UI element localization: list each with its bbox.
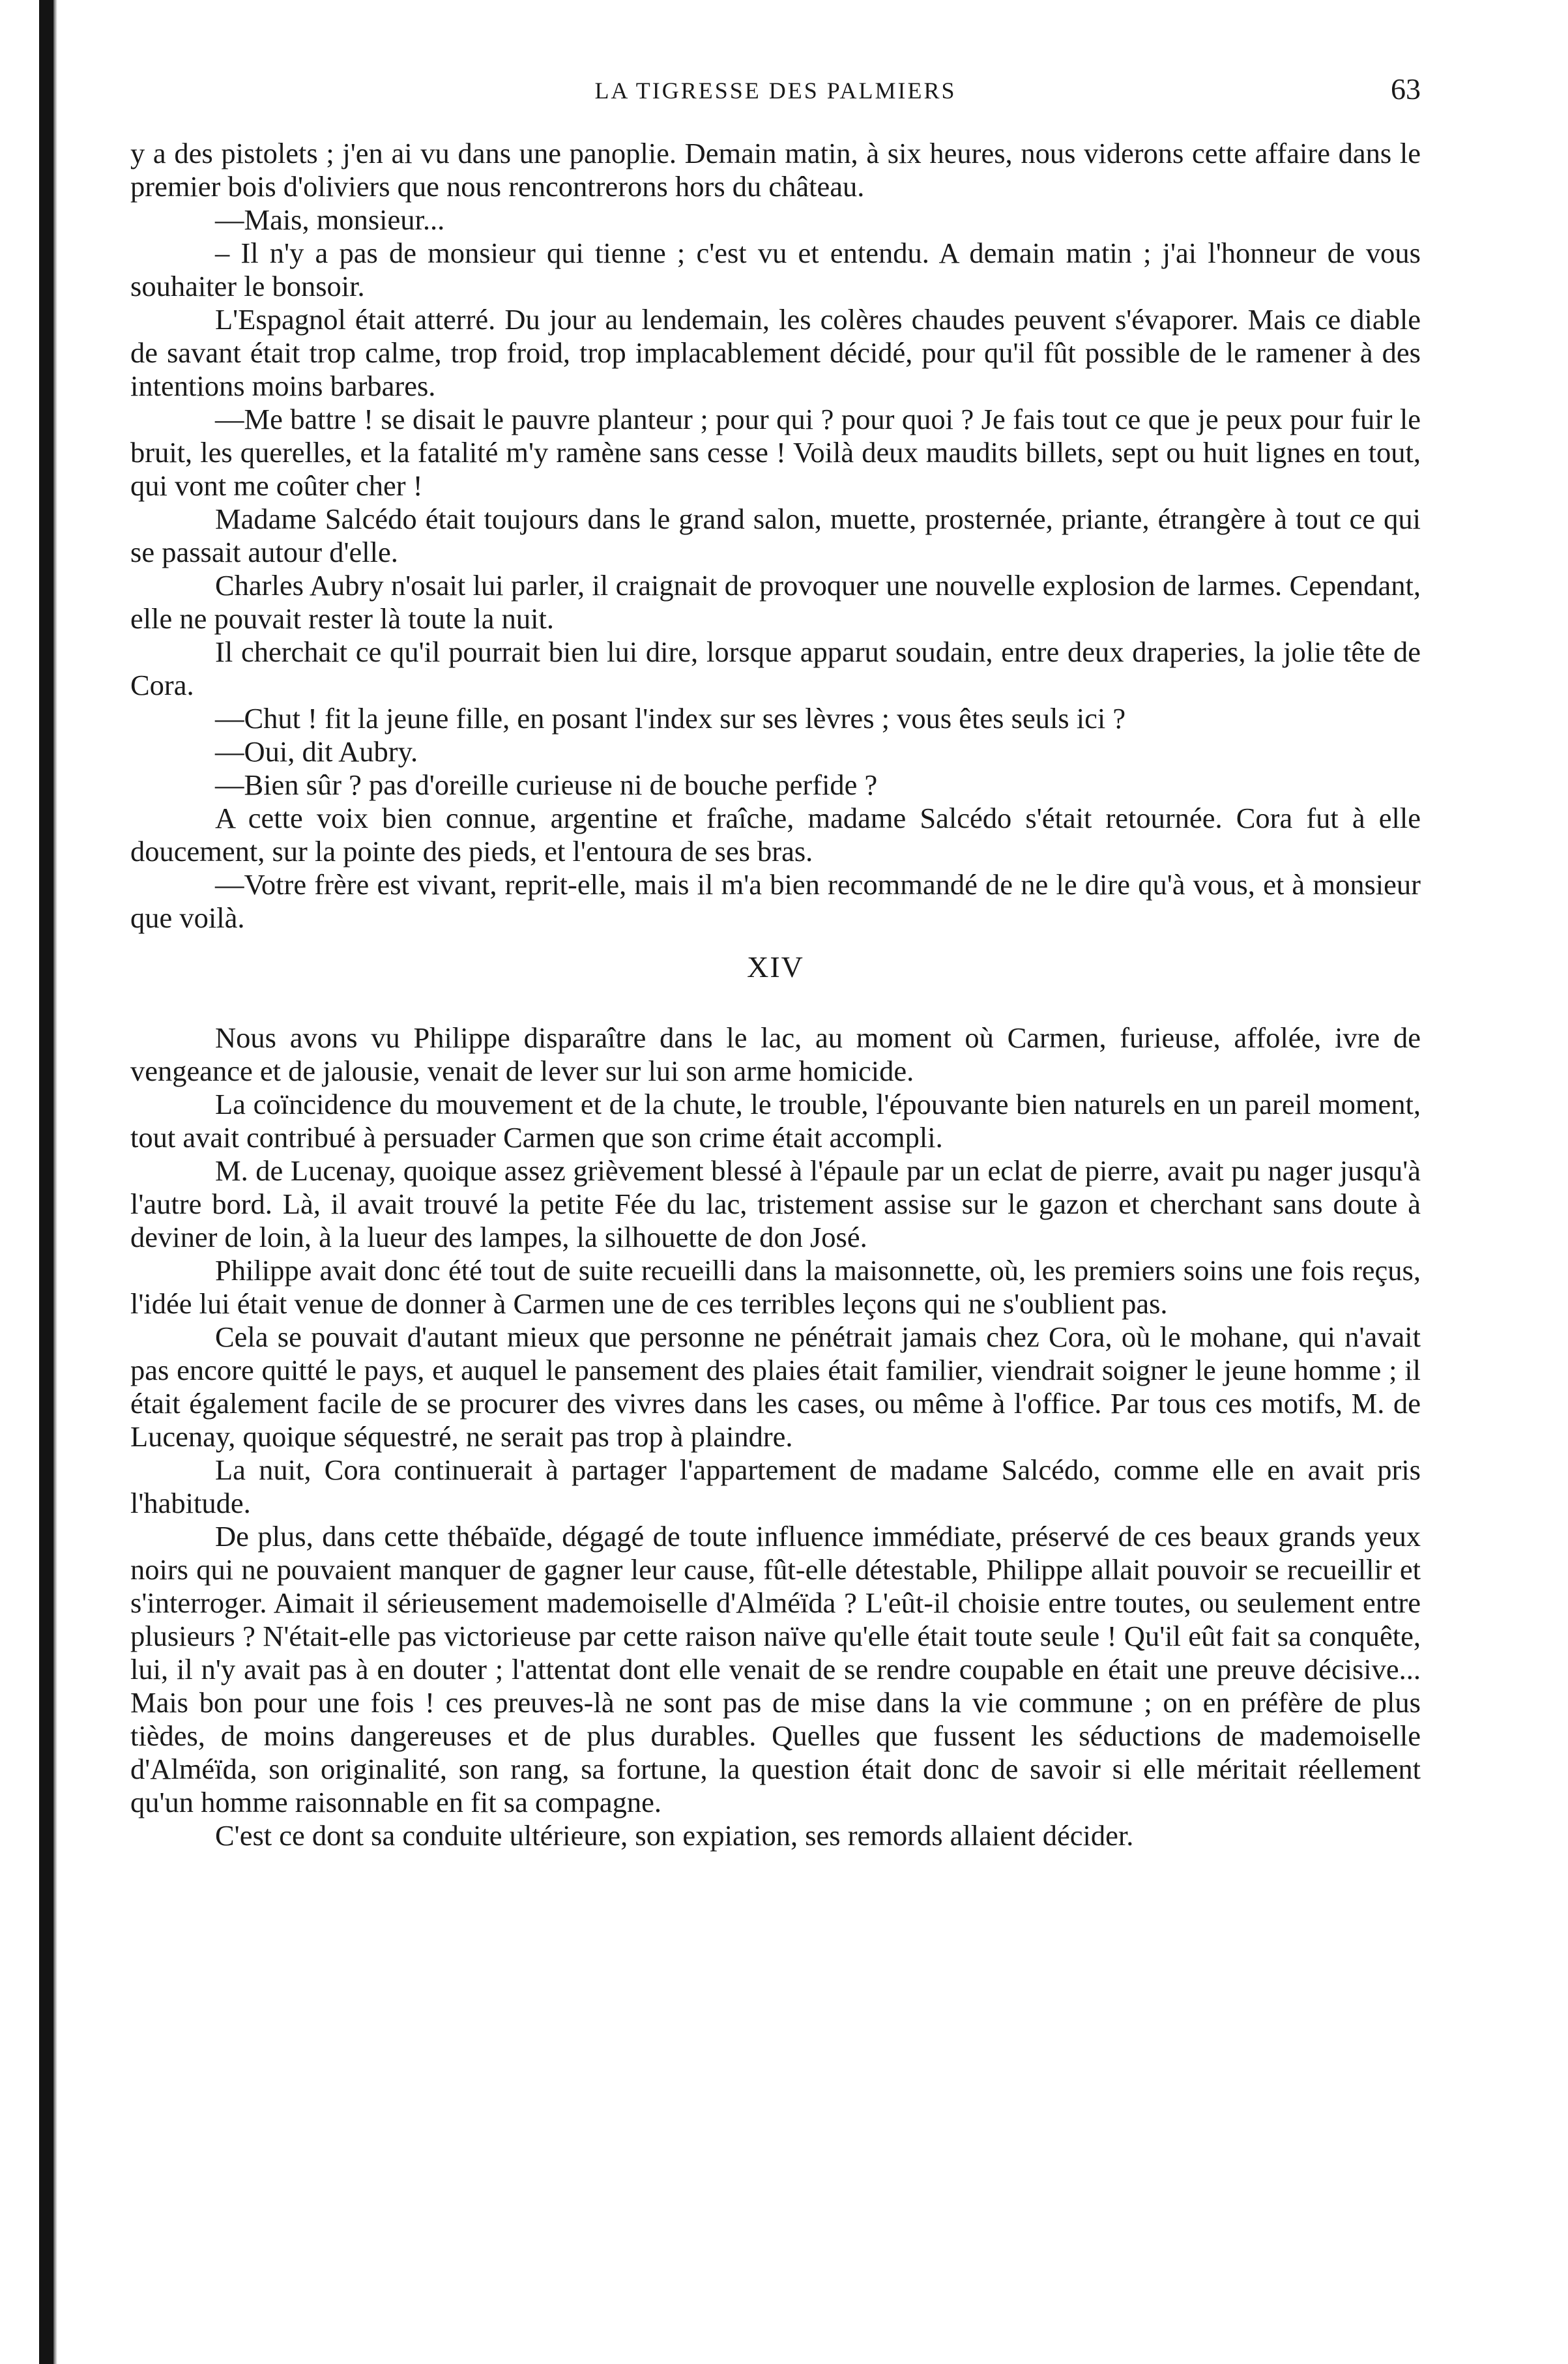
paragraph: De plus, dans cette thébaïde, dégagé de toute influence immédiate, préservé de ces beaux grands yeux noirs qui ne pouvaient manquer de gagner leur cause, fût-elle détestable, Philippe allait pouvoir se recueillir et s'interroger. Aimait il sérieusement mademoiselle d'Alméïda ? L'eût-il choisie entre toutes, ou seulement entre plusieurs ? N'était-elle pas victorieuse par cette raison naïve qu'elle était toute seule ! Qu'il eût fait sa conquête, lui, il n'y avait pas à en douter ; l'attentat dont elle venait de se rendre coupable en était une preuve décisive... Mais bon pour une fois ! ces preuves-là ne sont pas de mise dans la vie commune ; on en préfère de plus tièdes, de moins dangereuses et de plus durables. Quelles que fussent les séductions de mademoiselle d'Alméïda, son originalité, son rang, sa fortune, la question était donc de savoir si elle méritait réellement qu'un homme raisonnable en fit sa compagne. [130,1520,1421,1818]
page-header [130,72,1421,116]
paragraph: L'Espagnol était atterré. Du jour au lendemain, les colères chaudes peuvent s'évaporer. Mais ce diable de savant était trop calme, trop froid, trop implacablement décidé, pour qu'il fût possible de le ramener à des intentions moins barbares. [130,303,1421,402]
paragraph: La coïncidence du mouvement et de la chute, le trouble, l'épouvante bien naturels en un pareil moment, tout avait contribué à persuader Carmen que son crime était accompli. [130,1088,1421,1154]
paragraph: Nous avons vu Philippe disparaître dans le lac, au moment où Carmen, furieuse, affolée, ivre de vengeance et de jalousie, venait de lever sur lui son arme homicide. [130,1021,1421,1087]
paragraph: —Oui, dit Aubry. [215,735,418,768]
paragraph: – Il n'y a pas de monsieur qui tienne ; c'est vu et entendu. A demain matin ; j'ai l'honneur de vous souhaiter le bonsoir. [130,237,1421,302]
paragraph: Madame Salcédo était toujours dans le grand salon, muette, prosternée, priante, étrangère à tout ce qui se passait autour d'elle. [130,503,1421,568]
paragraph: Charles Aubry n'osait lui parler, il craignait de provoquer une nouvelle explosion de larmes. Cependant, elle ne pouvait rester là toute la nuit. [130,569,1421,635]
paragraph: Il cherchait ce qu'il pourrait bien lui dire, lorsque apparut soudain, entre deux draperies, la jolie tête de Cora. [130,635,1421,701]
paragraph: —Chut ! fit la jeune fille, en posant l'index sur ses lèvres ; vous êtes seuls ici ? [215,702,1126,735]
spine-edge-gradient [53,0,57,2364]
paragraph: La nuit, Cora continuerait à partager l'appartement de madame Salcédo, comme elle en avait pris l'habitude. [130,1453,1421,1519]
paragraph: —Me battre ! se disait le pauvre planteur ; pour qui ? pour quoi ? Je fais tout ce que je peux pour fuir le bruit, les querelles, et la fatalité m'y ramène sans cesse ! Voilà deux maudits billets, sept ou huit lignes en tout, qui vont me coûter cher ! [130,403,1421,502]
chapter-heading: XIV [747,950,804,984]
page-body [130,137,1421,1852]
paragraph: —Mais, monsieur... [215,203,445,236]
paragraph: A cette voix bien connue, argentine et fraîche, madame Salcédo s'était retournée. Cora fut à elle doucement, sur la pointe des pieds, et l'entoura de ses bras. [130,802,1421,868]
paragraph: M. de Lucenay, quoique assez grièvement blessé à l'épaule par un eclat de pierre, avait pu nager jusqu'à l'autre bord. Là, il avait trouvé la petite Fée du lac, tristement assise sur le gazon et cherchant sans doute à deviner de loin, à la lueur des lampes, la silhouette de don José. [130,1154,1421,1253]
paragraph: —Votre frère est vivant, reprit-elle, mais il m'a bien recommandé de ne le dire qu'à vous, et à monsieur que voilà. [130,868,1421,934]
paragraph: y a des pistolets ; j'en ai vu dans une panoplie. Demain matin, à six heures, nous viderons cette affaire dans le premier bois d'oliviers que nous rencontrerons hors du château. [130,137,1421,203]
running-title: LA TIGRESSE DES PALMIERS [594,78,957,104]
paragraph: C'est ce dont sa conduite ultérieure, son expiation, ses remords allaient décider. [215,1819,1134,1852]
paragraph: —Bien sûr ? pas d'oreille curieuse ni de bouche perfide ? [215,768,878,801]
paragraph: Philippe avait donc été tout de suite recueilli dans la maisonnette, où, les premiers soins une fois reçus, l'idée lui était venue de donner à Carmen une de ces terribles leçons qui ne s'oublient pas. [130,1254,1421,1320]
page-number: 63 [1391,72,1421,106]
book-spine-shadow [39,0,53,2364]
paragraph: Cela se pouvait d'autant mieux que personne ne pénétrait jamais chez Cora, où le mohane, qui n'avait pas encore quitté le pays, et auquel le pansement des plaies était familier, viendrait soigner le jeune homme ; il était également facile de se procurer des vivres dans les cases, ou même à l'office. Par tous ces motifs, M. de Lucenay, quoique séquestré, ne serait pas trop à plaindre. [130,1321,1421,1453]
